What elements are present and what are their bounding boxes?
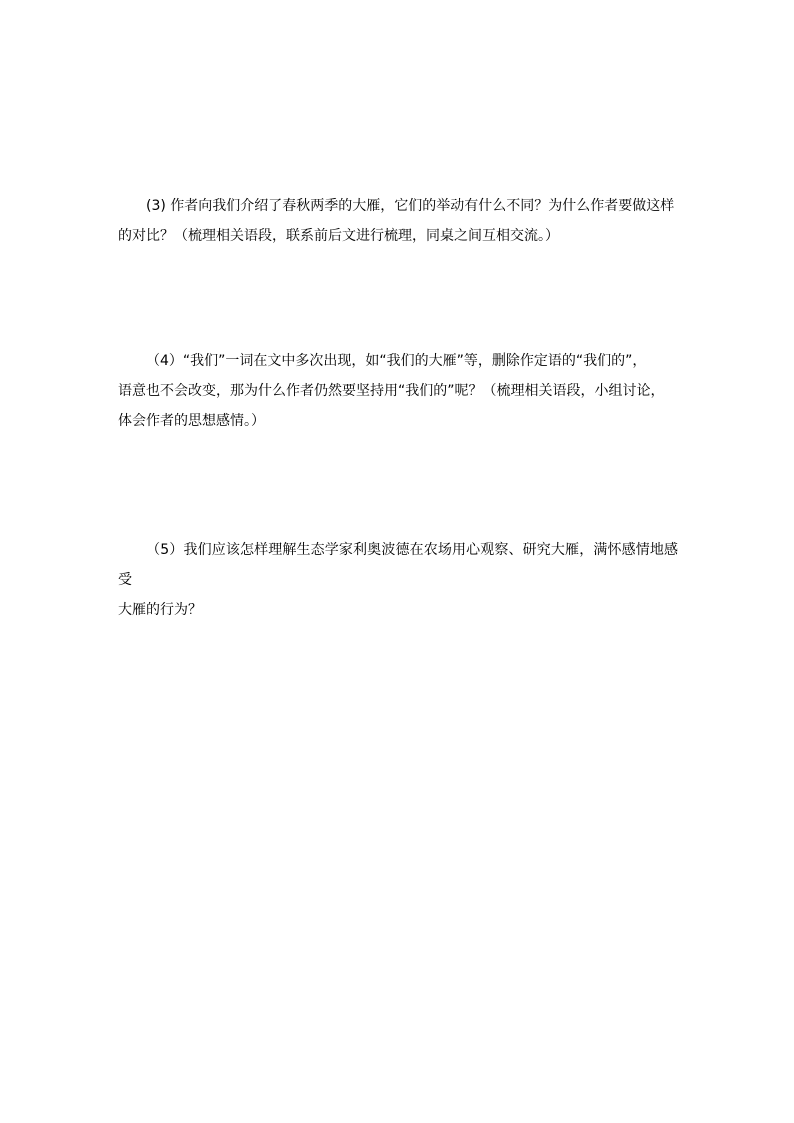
question-4-line-1: （4）“我们”一词在文中多次出现，如“我们的大雁”等，删除作定语的“我们的”， xyxy=(146,353,647,369)
question-5-line-1: （5）我们应该怎样理解生态学家利奥波德在农场用心观察、研究大雁，满怀感情地感受 xyxy=(118,542,678,588)
question-3 xyxy=(118,191,678,251)
question-4-line-3: 体会作者的思想感情。） xyxy=(118,413,265,429)
question-5 xyxy=(118,535,678,625)
question-4 xyxy=(118,346,678,436)
question-3-line-2: 的对比？（梳理相关语段，联系前后文进行梳理，同桌之间互相交流。） xyxy=(118,228,559,244)
question-3-line-1: (3) 作者向我们介绍了春秋两季的大雁，它们的举动有什么不同？为什么作者要做这样 xyxy=(146,198,675,214)
question-4-line-2: 语意也不会改变，那为什么作者仍然要坚持用“我们的”呢？（梳理相关语段，小组讨论， xyxy=(118,383,665,399)
question-5-line-2: 大雁的行为？ xyxy=(118,602,202,618)
